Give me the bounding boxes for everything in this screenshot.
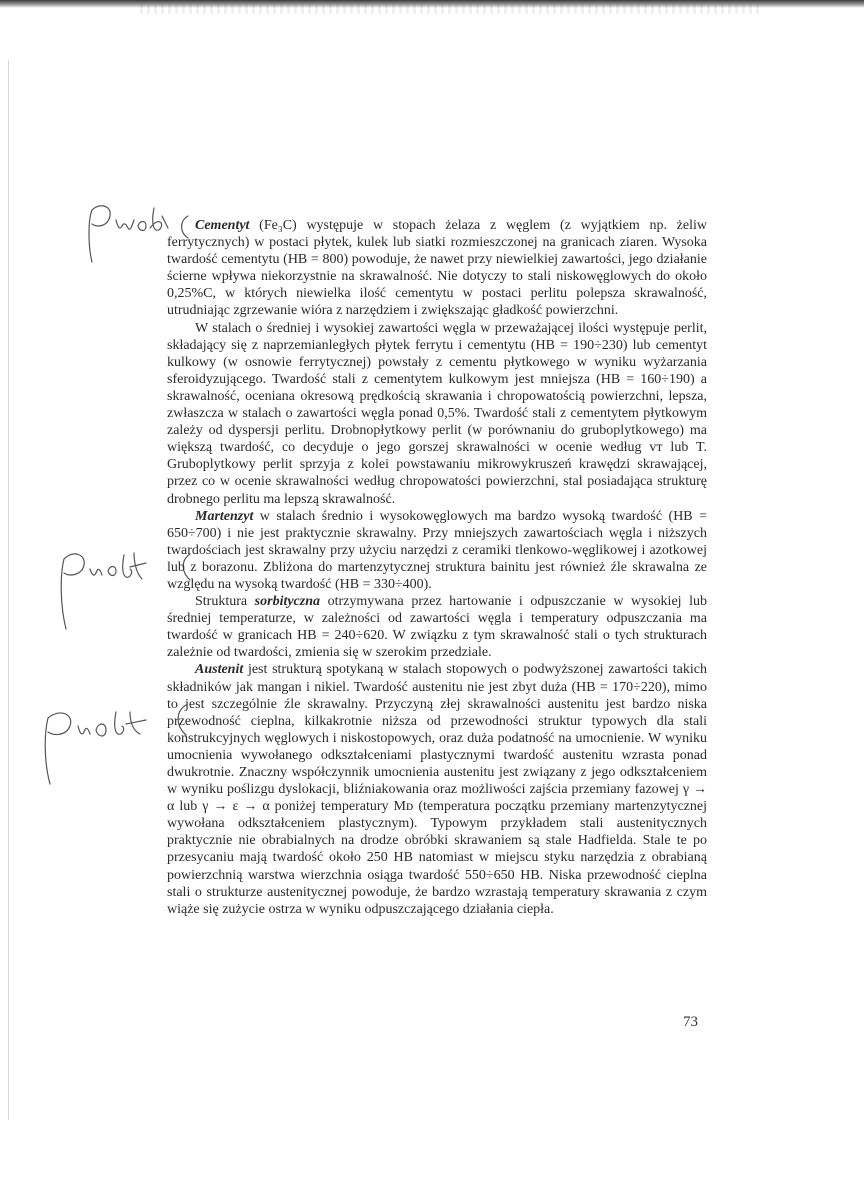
paragraph-austenit [167,661,707,917]
scan-bleed-through [140,4,760,14]
handwriting-stroke [126,712,146,734]
handwriting-stroke [138,222,146,231]
handwriting-stroke [96,724,106,736]
paragraph-text: otrzymywana przez hartowanie i odpuszczanie w wysokiej lub średniej temperaturze, w zależności od zawartości węgla i temperatury odpuszczania ma twardość w granicach HB = 240÷620. W związku z tym skrawalność stali o tych strukturach zależnie od twardości, zmienia się w szerokim przedziale. [167,594,707,661]
paragraph-text: w stalach średnio i wysokowęglowych ma bardzo wysoką twardość (HB = 650÷700) i nie jest praktycznie skrawalny. Przy mniejszych zawartościach węgla i niższych twardościach jest skrawalny przy użyciu narzędzi z ceramiki tlenkowo-węglikowej i azotkowej lub z borazonu. Zbliżona do martenzytycznej struktura bainitu jest również źle skrawalna ze względu na wysoką twardość (HB = 330÷400). [167,508,707,592]
term-austenit: Austenit [195,662,244,678]
handwriting-stroke [90,569,102,575]
handwriting-stroke [115,712,124,734]
handwriting-stroke [92,206,110,226]
handwriting-stroke [89,210,92,262]
handwriting-stroke [116,220,134,229]
term-cementyt: Cementyt [195,218,250,233]
handwriting-stroke [123,555,132,577]
term-sorbityczna: sorbityczna [254,594,321,610]
paragraph-text: jest strukturą spotykaną w stalach stopowych o podwyższonej zawartości takich składników jak mangan i nikiel. Twardość austenitu nie jest zbyt duża (HB = 170÷220), mimo to jest szczególnie źle skrawalny. Przyczyną złej skrawalności austenitu jest bardzo niska przewodność cieplna, kilkakrotnie niższa od przewodności struktur typowych dla stali konstrukcyjnych węglowych i niskostopowych, oraz duża podatność na umocnienie. W wyniku umocnienia wywołanego odkształceniami plastycznymi twardość austenitu wzrasta ponad dwukrotnie. Znaczny współczynnik umocnienia austenitu jest związany z jego odkształceniem w wyniku poślizgu dyslokacji, bliźniakowania oraz możliwości zajścia przemiany fazowej γ → α lub γ → ε → α poniżej temperatury Mᴅ (temperatura początku przemiany martenzytycznej wywołana odkształceniem plastycznym). Typowym przykładem stali austenitycznych praktycznie nie obrabialnych na drodze obróbki skrawaniem są stale Hadfielda. Stale te po przesycaniu mają twardość około 250 HB natomiast w miejscu styku narzędzia z obrabianą powierzchnią warstwa wierzchnia osiąga twardość 550÷650 HB. Niska przewodność cieplna stali o strukturze austenitycznej powoduje, że bardzo wzrastają temperatury skrawania z czym wiąże się zużycie ostrza w wyniku odpuszczającego działania ciepła. [167,662,707,917]
handwriting-stroke [108,567,116,576]
paragraph-text: (Fe₃C) występuje w stopach żelaza z węglem (z wyjątkiem np. żeliw ferrytycznych) w postaci płytek, kulek lub siatki rozmieszczonej na granicach ziaren. Wysoka twardość cementytu (HB = 800) powoduje, że nawet przy niewielkiej zawartości, jego działanie ścierne wpływa niekorzystnie na skrawalność. Nie dotyczy to stali niskowęglowych do około 0,25%C, w których niewielka ilość cementytu w postaci perlitu polepsza skrawalność, utrudniając zgrzewanie wióra z narzędziem i zwiększając gładkość powierzchni. [167,218,707,319]
paragraph-text: W stalach o średniej i wysokiej zawartości węgla w przeważającej ilości występuje perlit, składający się z naprzemianległych płytek ferrytu i cementytu (HB = 190÷230) lub cementyt kulkowy (w osnowie ferrytycznej) powstały z cementu płytkowego w wyniku wyżarzania sferoidyzującego. Twardość stali z cementytem kulkowym jest mniejsza (HB = 160÷190) a skrawalność, oceniana okresową prędkością skrawania i chropowatością powierzchni, lepsza, zwłaszcza w stalach o zawartości węgla ponad 0,5%. Twardość stali z cementytem płytkowym zależy od dyspersji perlitu. Drobnopłytkowy perlit (w porównaniu do gruboplytkowego) ma większą twardość, co decyduje o jego gorszej skrawalności w ocenie według vᴛ lub T. Gruboplytkowy perlit sprzyja z kolei powstawaniu mikrowykruszeń krawędzi skrawającej, przez co w ocenie skrawalności według chropowatości powierzchni, stal posiadająca strukturę drobnego perlitu ma lepszą skrawalność. [167,320,707,507]
handwriting-stroke [78,726,90,734]
paragraph-sorbityczna [167,593,707,661]
handwriting-stroke [150,208,162,230]
scan-left-edge [8,60,9,1120]
term-martenzyt: Martenzyt [195,508,254,524]
paragraph-martenzyt [167,508,707,593]
handwritten-note-2 [50,545,160,635]
page-number: 73 [683,1014,698,1030]
handwriting-stroke [64,554,84,575]
paragraph-prefix: Struktura [195,594,255,610]
paragraph-perlit [167,320,707,508]
document-body [167,217,707,918]
paragraph-cementyt [167,217,707,320]
handwriting-stroke [130,553,146,579]
handwritten-note-3 [34,700,154,790]
handwritten-note-1 [78,198,174,268]
handwriting-stroke [61,559,66,629]
handwriting-stroke [45,718,50,784]
handwriting-stroke [48,713,71,735]
